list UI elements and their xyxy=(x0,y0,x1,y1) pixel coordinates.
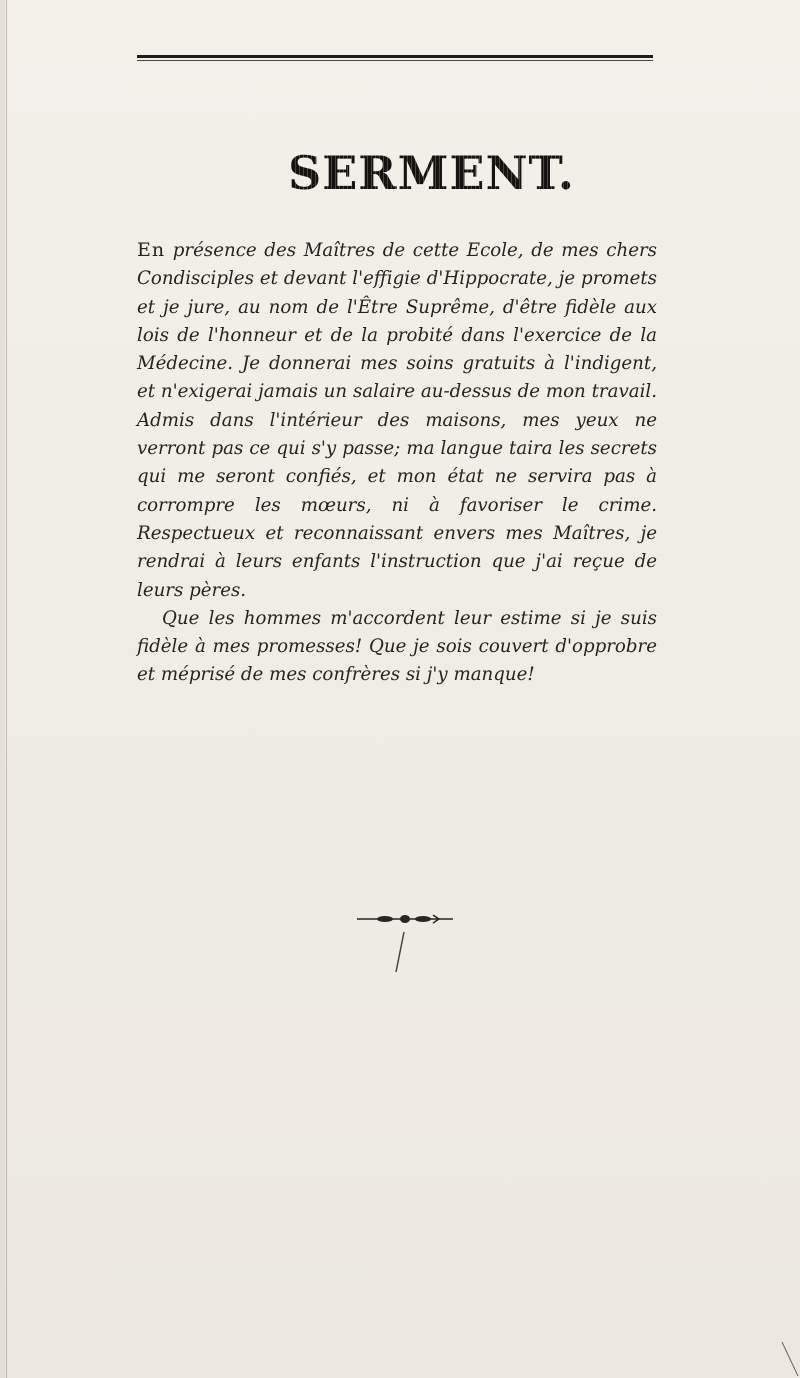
oath-paragraph-1 xyxy=(137,236,657,605)
top-rule-thin xyxy=(137,60,653,61)
lead-word: En xyxy=(137,239,166,261)
page-title-text: SERMENT. xyxy=(288,146,575,200)
oath-text xyxy=(137,236,657,690)
page-edge-line xyxy=(6,0,7,1378)
paragraph-2-text: Que les hommes m'accordent leur estime si je suis fidèle à mes promesses! Que je sois couvert d'opprobre et méprisé de mes confrères si j'y manque! xyxy=(137,607,657,686)
corner-mark xyxy=(780,1340,800,1378)
pen-stroke-mark xyxy=(390,928,410,978)
page-title xyxy=(288,146,575,200)
oath-paragraph-2 xyxy=(137,605,657,690)
ornament-divider xyxy=(355,912,455,926)
paragraph-1-text: présence des Maîtres de cette Ecole, de mes chers Condisciples et devant l'effigie d'Hippocrate, je promets et je jure, au nom de l'Être Suprême, d'être fidèle aux lois de l'honneur et de la probité dans l'exercice de la Médecine. Je donnerai mes soins gratuits à l'indigent, et n'exigerai jamais un salaire au-dessus de mon travail. Admis dans l'intérieur des maisons, mes yeux ne verront pas ce qui s'y passe; ma langue taira les secrets qui me seront confiés, et mon état ne servira pas à corrompre les mœurs, ni à favoriser le crime. Respectueux et reconnaissant envers mes Maîtres, je rendrai à leurs enfants l'instruction que j'ai reçue de leurs pères. xyxy=(137,240,657,601)
page-edge-shadow xyxy=(0,0,5,1378)
top-rule xyxy=(137,55,653,58)
